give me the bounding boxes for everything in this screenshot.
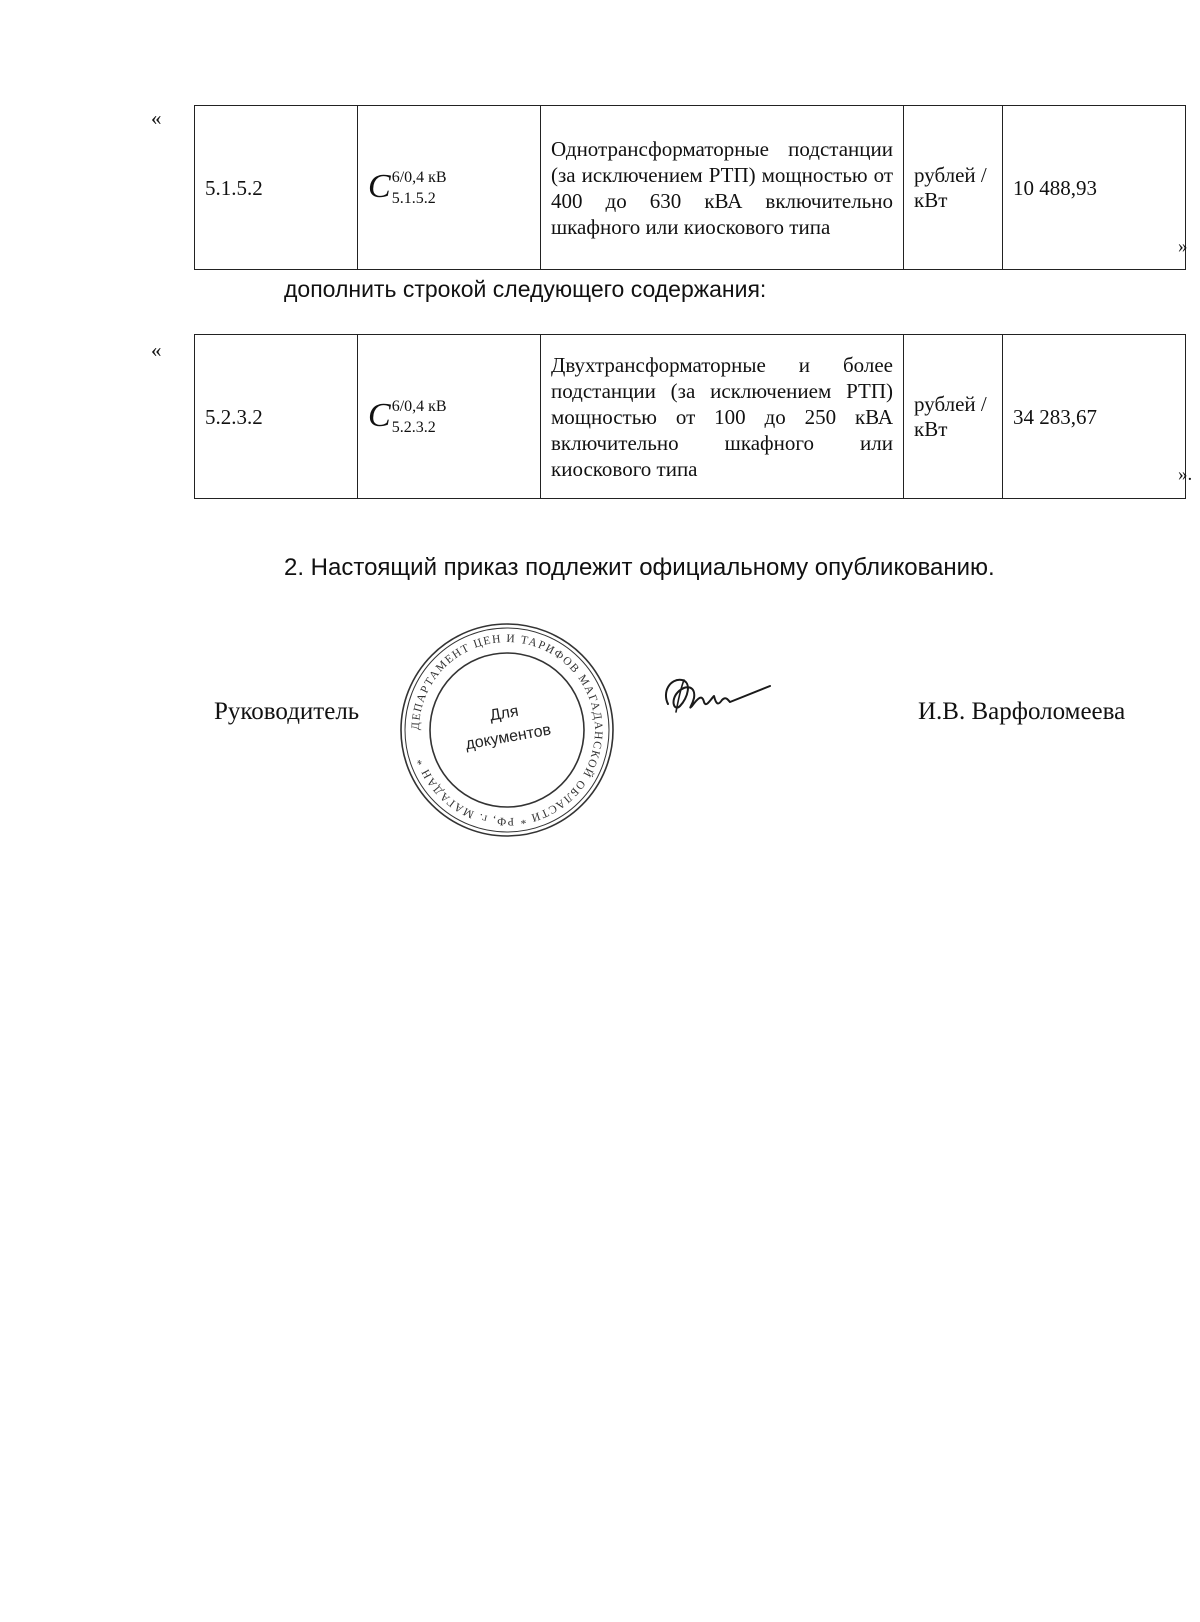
official-stamp: [397, 620, 617, 840]
row-value: 34 283,67: [1003, 335, 1186, 499]
add-row-instruction: дополнить строкой следующего содержания:: [284, 276, 767, 302]
stamp-center-line2: документов: [464, 721, 553, 754]
row-unit: рублей /кВт: [904, 106, 1003, 270]
signatory-name: И.В. Варфоломеева: [918, 698, 1126, 725]
row-unit: рублей /кВт: [904, 335, 1003, 499]
signatory-title: Руководитель: [214, 698, 360, 725]
open-quote: «: [151, 106, 162, 130]
tariff-table-2: [194, 334, 1186, 499]
table-row: [195, 335, 1186, 499]
close-quote: ».: [1178, 464, 1193, 485]
close-quote: »: [1178, 236, 1188, 257]
row-value: 10 488,93: [1003, 106, 1186, 270]
row-description: Однотрансформаторные подстанции (за исключением РТП) мощностью от 400 до 630 кВА включительно шкафного или киоскового типа: [541, 106, 904, 270]
row-code: 5.1.5.2: [195, 106, 358, 270]
tariff-table-1: [194, 105, 1186, 270]
open-quote: «: [151, 338, 162, 362]
tariff-symbol: C 6/0,4 кВ 5.1.5.2: [358, 106, 541, 270]
row-description: Двухтрансформаторные и более подстанции (за исключением РТП) мощностью от 100 до 250 кВА включительно шкафного или киоскового типа: [541, 335, 904, 499]
tariff-symbol: C 6/0,4 кВ 5.2.3.2: [358, 335, 541, 499]
clause-2: 2. Настоящий приказ подлежит официальному опубликованию.: [284, 554, 995, 581]
row-code: 5.2.3.2: [195, 335, 358, 499]
handwritten-signature: [658, 666, 778, 726]
stamp-outer-text: ДЕПАРТАМЕНТ ЦЕН И ТАРИФОВ МАГАДАНСКОЙ ОБЛАСТИ * РФ, г. МАГАДАН *: [409, 632, 605, 828]
stamp-center-line1: Для: [488, 702, 520, 725]
table-row: [195, 106, 1186, 270]
